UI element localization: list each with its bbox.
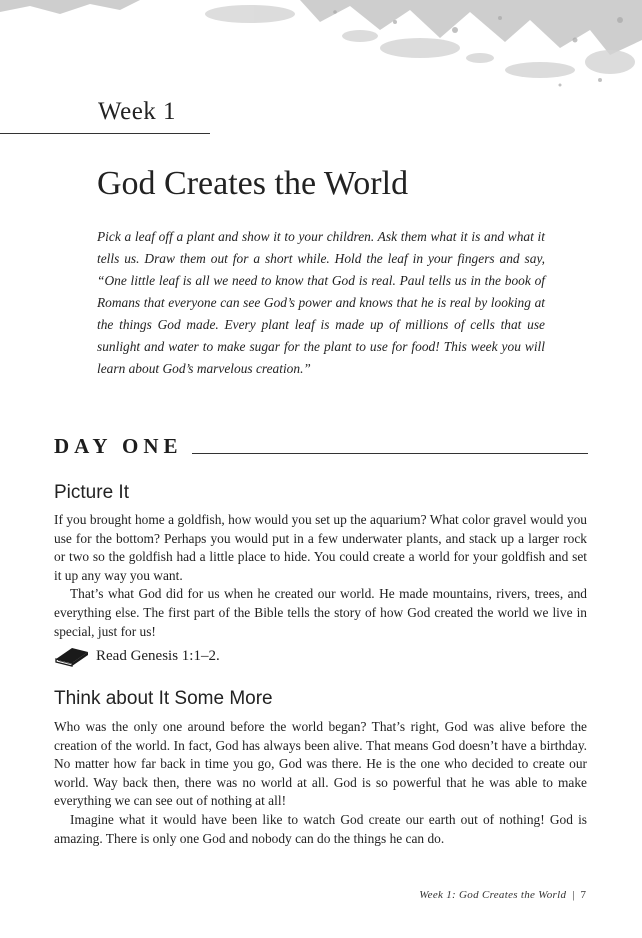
intro-paragraph: Pick a leaf off a plant and show it to your children. Ask them what it is and what it tells us. Draw them out for a short while. Hold the leaf in your fingers and say, “One little leaf is all we need to know that God is real. Paul tells us in the book of Romans that everyone can see God’s power and knows that he is real by looking at the things God made. Every plant leaf is made up of millions of cells that use sunlight and water to make sugar for the plant to use for food! This week you will learn about God’s marvelous creation.” xyxy=(97,229,545,376)
grunge-texture-banner xyxy=(0,0,642,95)
footer-separator: | xyxy=(572,889,575,901)
paragraph: If you brought home a goldfish, how would you set up the aquarium? What color gravel would you use for the bottom? Perhaps you would put in a few underwater plants, and stack up a larger rock or two so the goldfish had a little place to hide. You could create a world for your goldfish and set it up any way you want. xyxy=(54,512,587,583)
paragraph: That’s what God did for us when he created our world. He made mountains, rivers, trees, and everything else. The first part of the Bible tells the story of how God created the world we live in special, just for us! xyxy=(54,586,587,639)
paragraph: Imagine what it would have been like to watch God create our earth out of nothing! God is amazing. There is only one God and nobody can do the things he can do. xyxy=(54,811,587,846)
paragraph: Who was the only one around before the world began? That’s right, God was alive before the creation of the world. In fact, God has always been alive. That means God doesn’t have a birthday. No matter how far back in time you go, God was there. He is the one who decided to create our world. Way back then, there was no world at all. God is so powerful that he was able to make everything we can see out of nothing at all! xyxy=(54,719,587,809)
week-divider xyxy=(0,133,210,134)
section-body-think-about-it xyxy=(54,718,587,848)
day-heading: DAY ONE xyxy=(54,434,183,458)
day-divider xyxy=(192,453,588,454)
section-heading-picture-it: Picture It xyxy=(54,482,129,503)
running-title: Week 1: God Creates the World xyxy=(419,889,567,901)
section-heading-think-about-it: Think about It Some More xyxy=(54,688,273,709)
book-icon xyxy=(54,643,90,667)
page-footer xyxy=(419,889,586,901)
week-label: Week 1 xyxy=(98,98,177,125)
section-body-picture-it xyxy=(54,511,587,641)
chapter-title: God Creates the World xyxy=(97,165,409,202)
page-number: 7 xyxy=(580,889,586,901)
reading-text: Read Genesis 1:1–2. xyxy=(96,648,220,664)
